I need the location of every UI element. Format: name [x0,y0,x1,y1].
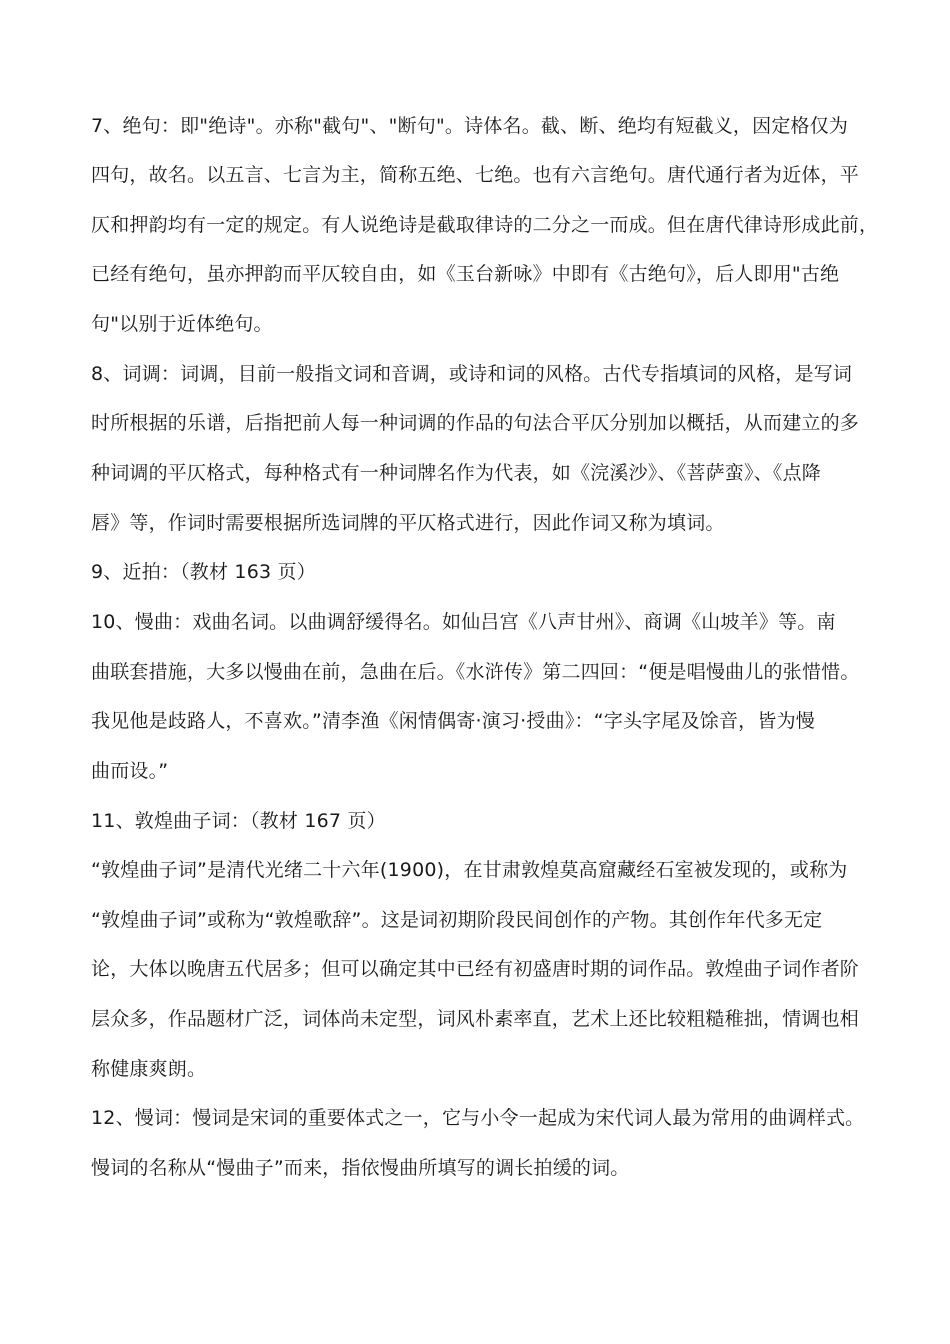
text-line: “敦煌曲子词”是清代光绪二十六年(1900)，在甘肃敦煌莫高窟藏经石室被发现的，或称为 [91,859,848,881]
text-line: 唇》等，作词时需要根据所选词牌的平仄格式进行，因此作词又称为填词。 [91,512,725,534]
text-line: 层众多，作品题材广泛，词体尚未定型，词风朴素率直，艺术上还比较粗糙稚拙，情调也相 [91,1008,860,1030]
text-line: 句"以别于近体绝句。 [91,313,273,335]
text-line: 9、近拍：（教材 163 页） [91,561,316,583]
text-line: 论，大体以晚唐五代居多；但可以确定其中已经有初盛唐时期的词作品。敦煌曲子词作者阶 [91,958,860,980]
text-line: 曲联套措施，大多以慢曲在前，急曲在后。《水浒传》第二四回：“便是唱慢曲儿的张惜惜。 [91,661,860,683]
text-line: 10、慢曲：戏曲名词。以曲调舒缓得名。如仙吕宫《八声甘州》、商调《山坡羊》等。南 [91,611,836,633]
text-line: 称健康爽朗。 [91,1058,207,1080]
text-line: 12、慢词：慢词是宋词的重要体式之一，它与小令一起成为宋代词人最为常用的曲调样式。 [91,1107,865,1129]
text-line: 我见他是歧路人，不喜欢。”清李渔《闲情偶寄·演习·授曲》：“字头字尾及馀音，皆为慢 [91,710,815,732]
text-line: 7、绝句：即"绝诗"。亦称"截句"、"断句"。诗体名。截、断、绝均有短截义，因定格仅为 [91,115,849,137]
text-line: 种词调的平仄格式，每种格式有一种词牌名作为代表，如《浣溪沙》、《菩萨蛮》、《点降 [91,462,822,484]
text-line: “敦煌曲子词”或称为“敦煌歌辞”。这是词初期阶段民间创作的产物。其创作年代多无定 [91,909,823,931]
text-line: 11、敦煌曲子词：（教材 167 页） [91,810,386,832]
text-line: 慢词的名称从“慢曲子”而来，指依慢曲所填写的调长拍缓的词。 [91,1157,630,1179]
text-line: 8、词调：词调，目前一般指文词和音调，或诗和词的风格。古代专指填词的风格，是写词 [91,363,853,385]
text-line: 曲而设。” [91,760,169,782]
text-line: 四句，故名。以五言、七言为主，简称五绝、七绝。也有六言绝句。唐代通行者为近体，平 [91,164,860,186]
text-line: 已经有绝句，虽亦押韵而平仄较自由，如《玉台新咏》中即有《古绝句》，后人即用"古绝 [91,263,840,285]
text-line: 仄和押韵均有一定的规定。有人说绝诗是截取律诗的二分之一而成。但在唐代律诗形成此前， [91,214,879,236]
text-line: 时所根据的乐谱，后指把前人每一种词调的作品的句法合平仄分别加以概括，从而建立的多 [91,412,860,434]
